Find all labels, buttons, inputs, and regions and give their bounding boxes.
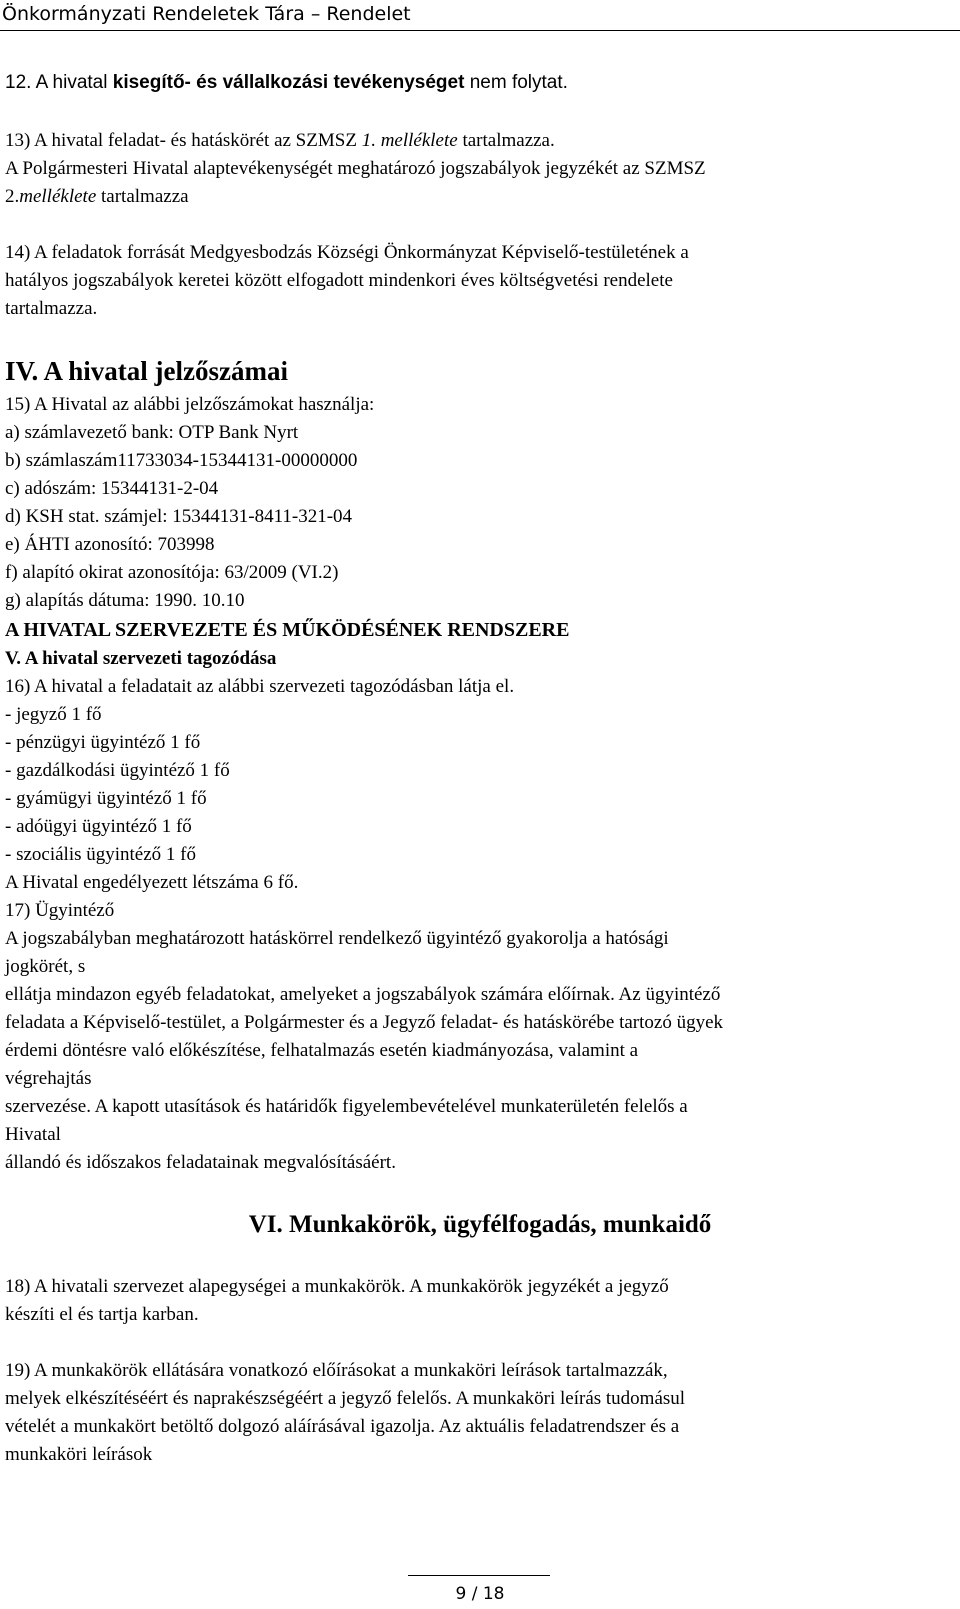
section-14-line-3: tartalmazza. — [5, 298, 98, 319]
identifier-line: f) alapító okirat azonosítója: 63/2009 (VI.2) — [5, 562, 339, 583]
text-line: feladata a Képviselő-testület, a Polgármester és a Jegyző feladat- és hatáskörébe tartozó ügyek — [5, 1012, 724, 1033]
text-line: érdemi döntésre való előkészítése, felhatalmazás esetén kiadmányozása, valamint a — [5, 1040, 639, 1061]
section-13-line-2: A Polgármesteri Hivatal alaptevékenységét meghatározó jogszabályok jegyzékét az SZMSZ — [5, 158, 706, 179]
text-line: A Hivatal engedélyezett létszáma 6 fő. — [5, 872, 299, 893]
section-14-line-2: hatályos jogszabályok keretei között elfogadott mindenkori éves költségvetési rendelete — [5, 270, 673, 291]
section-12: 12. A hivatal kisegítő- és vállalkozási tevékenységet nem folytat. — [5, 72, 568, 93]
section-iv-heading: IV. A hivatal jelzőszámai — [5, 356, 288, 386]
identifier-line: g) alapítás dátuma: 1990. 10.10 — [5, 590, 245, 611]
page-number: 9 / 18 — [455, 1584, 505, 1604]
section-19-line-1: 19) A munkakörök ellátására vonatkozó előírásokat a munkaköri leírások tartalmazzák, — [5, 1360, 668, 1381]
identifier-line: 15) A Hivatal az alábbi jelzőszámokat használja: — [5, 394, 375, 415]
text-line: szervezése. A kapott utasítások és határidők figyelembevételével munkaterületén felelős a — [5, 1096, 688, 1117]
text-line: állandó és időszakos feladatainak megvalósításáért. — [5, 1152, 396, 1173]
identifier-line: b) számlaszám11733034-15344131-00000000 — [5, 450, 358, 471]
footer-divider — [408, 1575, 550, 1576]
identifier-line: a) számlavezető bank: OTP Bank Nyrt — [5, 422, 299, 443]
staff-item: - gazdálkodási ügyintéző 1 fő — [5, 760, 230, 781]
document-title: Önkormányzati Rendeletek Tára – Rendelet — [2, 3, 411, 25]
section-14-line-1: 14) A feladatok forrását Medgyesbodzás Községi Önkormányzat Képviselő-testületének a — [5, 242, 689, 263]
section-19-line-4: munkaköri leírások — [5, 1444, 153, 1465]
section-13-line-3: 2.melléklete tartalmazza — [5, 186, 189, 207]
section-19-line-2: melyek elkészítéséért és naprakészségéért a jegyző felelős. A munkaköri leírás tudomásul — [5, 1388, 686, 1409]
text-line: ellátja mindazon egyéb feladatokat, amelyeket a jogszabályok számára előírnak. Az ügyintéző — [5, 984, 721, 1005]
staff-item: - adóügyi ügyintéző 1 fő — [5, 816, 192, 837]
text-line: 17) Ügyintéző — [5, 900, 115, 921]
page-header — [0, 0, 960, 31]
section-v-heading: V. A hivatal szervezeti tagozódása — [5, 648, 277, 669]
section-13-line-1: 13) A hivatal feladat- és hatáskörét az SZMSZ 1. melléklete tartalmazza. — [5, 130, 555, 151]
staff-item: - pénzügyi ügyintéző 1 fő — [5, 732, 201, 753]
text-line: 16) A hivatal a feladatait az alábbi szervezeti tagozódásban látja el. — [5, 676, 515, 697]
section-18-line-2: készíti el és tartja karban. — [5, 1304, 199, 1325]
section-18-line-1: 18) A hivatali szervezet alapegységei a munkakörök. A munkakörök jegyzékét a jegyző — [5, 1276, 669, 1297]
organization-heading: A HIVATAL SZERVEZETE ÉS MŰKÖDÉSÉNEK RENDSZERE — [5, 619, 570, 641]
text-line: végrehajtás — [5, 1068, 92, 1089]
text-line: Hivatal — [5, 1124, 61, 1145]
text-line: A jogszabályban meghatározott hatáskörrel rendelkező ügyintéző gyakorolja a hatósági — [5, 928, 669, 949]
staff-item: - szociális ügyintéző 1 fő — [5, 844, 197, 865]
identifier-line: c) adószám: 15344131-2-04 — [5, 478, 219, 499]
staff-item: - gyámügyi ügyintéző 1 fő — [5, 788, 207, 809]
identifier-line: e) ÁHTI azonosító: 703998 — [5, 534, 215, 555]
text-line: jogkörét, s — [5, 956, 86, 977]
identifier-line: d) KSH stat. számjel: 15344131-8411-321-04 — [5, 506, 353, 527]
section-19-line-3: vételét a munkakört betöltő dolgozó aláírásával igazolja. Az aktuális feladatrendszer és a — [5, 1416, 680, 1437]
staff-item: - jegyző 1 fő — [5, 704, 102, 725]
section-vi-heading: VI. Munkakörök, ügyfélfogadás, munkaidő — [248, 1211, 712, 1238]
